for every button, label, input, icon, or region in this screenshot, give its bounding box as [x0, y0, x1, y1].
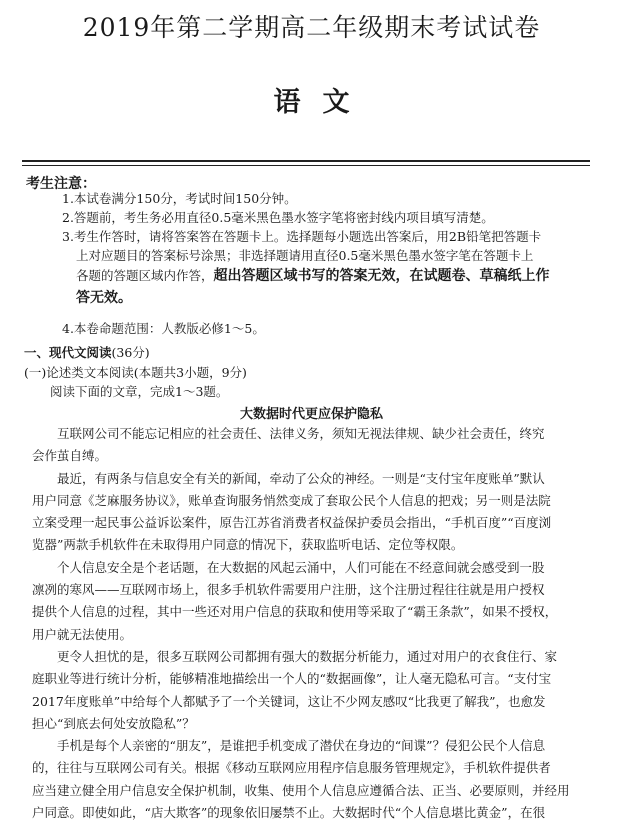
- note-line-emphasis: [62, 287, 592, 309]
- note-line: 3.考生作答时，请将答案答在答题卡上。选择题每小题选出答案后，用2B铅笔把答题卡: [62, 229, 542, 244]
- article-line: 互联网公司不能忘记相应的社会责任、法律义务，须知无视法律规、缺少社会责任，终究: [57, 426, 545, 441]
- article-line: 览器”两款手机软件在未取得用户同意的情况下，获取监听电话、定位等权限。: [32, 537, 464, 553]
- article-line: 最近，有两条与信息安全有关的新闻，牵动了公众的神经。一则是“支付宝年度账单”默认: [57, 470, 545, 486]
- notes-heading: 考生注意：: [26, 176, 96, 192]
- article-line: 担心“到底去何处安放隐私”？: [32, 715, 195, 731]
- article-line: 更令人担忧的是，很多互联网公司都拥有强大的数据分析能力，通过对用户的衣食住行、家: [57, 648, 558, 664]
- article-line: 庭职业等进行统计分析，能够精准地描绘出一个人的“数据画像”，让人毫无隐私可言。“支付宝: [32, 671, 552, 687]
- article-line: 提供个人信息的过程，其中一些还对用户信息的获取和使用等采取了“霸王条款”，如果不授权，: [32, 604, 558, 620]
- header-rule-thin: [22, 165, 590, 166]
- article-line: 户同意。即使如此，“店大欺客”的现象依旧屡禁不止。大数据时代“个人信息堪比黄金”，在很: [32, 805, 546, 821]
- subject-title: 语文: [273, 87, 372, 118]
- note-line: 各题的答题区域内作答，: [76, 268, 214, 283]
- notes-block: [62, 189, 592, 338]
- section-heading: [24, 343, 150, 361]
- article-line: 应当建立健全用户信息安全保护机制，收集、使用个人信息应遵循合法、正当、必要原则，并经用: [32, 782, 570, 798]
- article-line: 用户同意《芝麻服务协议》，账单查询服务悄然变成了套取公民个人信息的把戏；另一则是法院: [32, 492, 551, 508]
- article-title: 大数据时代更应保护隐私: [239, 407, 383, 422]
- article-line: 的，往往与互联网公司有关。根据《移动互联网应用程序信息服务管理规定》，手机软件提供者: [32, 760, 551, 776]
- exam-title: 2019年第二学期高二年级期末考试试卷: [82, 13, 541, 42]
- reading-instruction: 阅读下面的文章，完成1～3题。: [50, 384, 229, 399]
- article-line: 个人信息安全是个老话题，在大数据的风起云涌中，人们可能在不经意间就会感受到一股: [57, 559, 545, 575]
- subsection-heading: (一)论述类文本阅读(本题共3小题，9分): [24, 365, 247, 380]
- article-line: 用户就无法使用。: [32, 626, 133, 642]
- note-line: 4.本卷命题范围：人教版必修1～5。: [62, 321, 265, 336]
- header-rule-thick: [22, 160, 590, 162]
- article-line: 会作茧自缚。: [32, 448, 108, 464]
- note-line: 1.本试卷满分150分，考试时间150分钟。: [62, 191, 297, 206]
- emphasis-text: 答无效。: [76, 290, 132, 306]
- section-title: 一、现代文阅读: [24, 345, 112, 360]
- article-line: 2017年度账单”中给每个人都赋予了一个关键词，这让不少网友感叹“比我更了解我”，也愈发: [32, 693, 546, 709]
- emphasis-text: 超出答题区域书写的答案无效，在试题卷、草稿纸上作: [213, 268, 550, 284]
- note-line: 上对应题目的答案标号涂黑；非选择题请用直径0.5毫米黑色墨水签字笔在答题卡上: [76, 248, 534, 263]
- note-line: 2.答题前，考生务必用直径0.5毫米黑色墨水签字笔将密封线内项目填写清楚。: [62, 210, 494, 225]
- note-line-emphasis: [62, 265, 592, 287]
- article-line: 手机是每个人亲密的“朋友”，是谁把手机变成了潜伏在身边的“间谍”？侵犯公民个人信息: [57, 738, 546, 754]
- article-line: 立案受理一起民事公益诉讼案件，原告江苏省消费者权益保护委员会指出，“手机百度”“百度浏: [32, 515, 552, 531]
- section-score: (36分): [111, 345, 150, 360]
- article-line: 凛冽的寒风——互联网市场上，很多手机软件需要用户注册，这个注册过程往往就是用户授权: [32, 582, 545, 598]
